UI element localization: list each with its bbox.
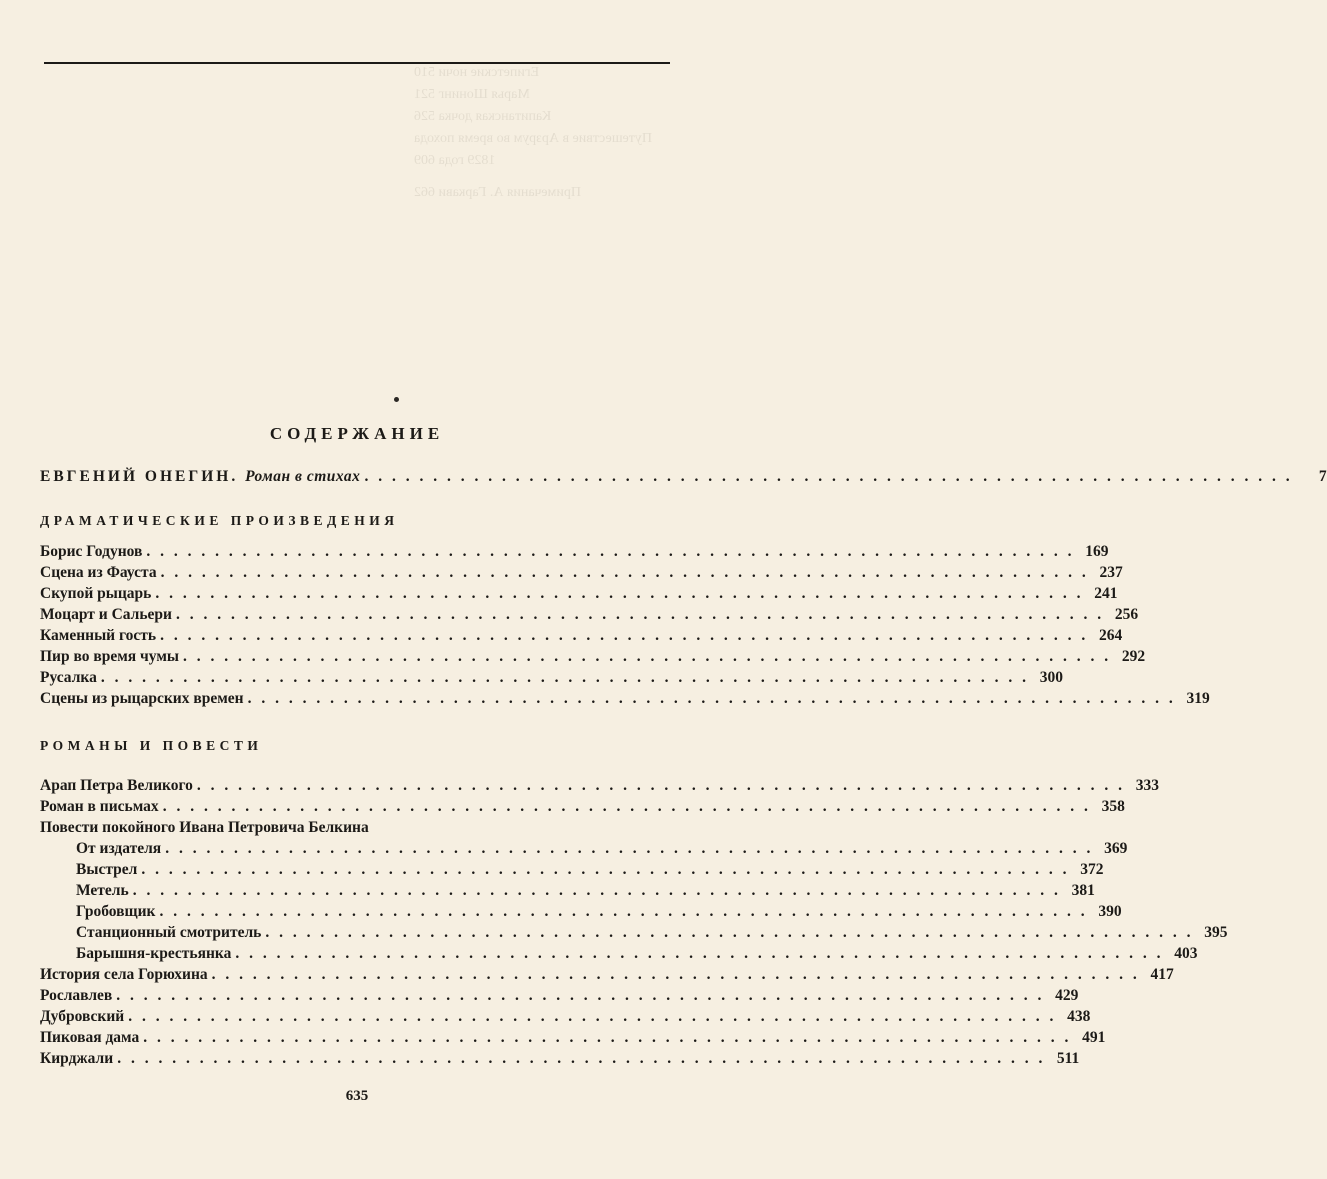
entry-title: Станционный смотритель [76, 924, 262, 941]
entry-page: 395 [1204, 924, 1228, 941]
entry-page: 381 [1071, 882, 1095, 899]
toc-entry[interactable] [40, 606, 1139, 626]
toc-entry[interactable] [40, 966, 1174, 986]
toc-subentry[interactable] [76, 882, 1095, 902]
entry-page: 264 [1098, 627, 1123, 644]
entry-title: Пир во время чумы [40, 648, 180, 665]
entry-title: История села Горюхина [40, 966, 208, 983]
entry-page: 417 [1150, 966, 1174, 983]
leader-dots: . . . . . . . . . . . . . . . . . . . . . . . . . . . . . . . . . . . . . . . . . . . . . . . . . . . . . . . . . . . . . . . . . . . . [159, 903, 1088, 920]
toc-entry[interactable] [40, 627, 1123, 647]
leader-dots: . . . . . . . . . . . . . . . . . . . . . . . . . . . . . . . . . . . . . . . . . . . . . . . . . . . . . . . . . . . . . . . . . . . . [247, 690, 1176, 707]
leader-dots: . . . . . . . . . . . . . . . . . . . . . . . . . . . . . . . . . . . . . . . . . . . . . . . . . . . . . . . . . . . . . . . . . . . . [211, 966, 1140, 983]
bleed-line: Путешествие в Арзрум во время похода 1829 года 609 [414, 131, 653, 168]
entry-title: Моцарт и Сальери [40, 606, 172, 623]
leader-dots: . . . . . . . . . . . . . . . . . . . . . . . . . . . . . . . . . . . . . . . . . . . . . . . . . . . . . . . . . . . . . . . . . . . . [175, 606, 1105, 623]
toc-subentry[interactable] [76, 903, 1122, 923]
entry-title: Дубровский [40, 1008, 125, 1025]
leader-dots: . . . . . . . . . . . . . . . . . . . . . . . . . . . . . . . . . . . . . . . . . . . . . . . . . . . . . . . . . . . . . . . . . . . . [143, 1029, 1072, 1046]
entry-title: Рославлев [40, 987, 113, 1004]
toc-subentry[interactable] [76, 861, 1104, 881]
entry-title: Гробовщик [76, 903, 156, 920]
bleed-line: Марья Шонинг 521 [414, 87, 530, 102]
leader-dots: . . . . . . . . . . . . . . . . . . . . . . . . . . . . . . . . . . . . . . . . . . . . . . . . . . . . . . . . . . . . . . . . . . . . [116, 987, 1045, 1004]
toc-entry[interactable] [40, 690, 1210, 710]
leader-dots: . . . . . . . . . . . . . . . . . . . . . . . . . . . . . . . . . . . . . . . . . . . . . . . . . . . . . . . . . . . . . . . . . . . . [132, 882, 1061, 899]
entry-page: 491 [1082, 1029, 1106, 1046]
entry-title: Пиковая дама [40, 1029, 140, 1046]
bleed-line: Египетские ночи 510 [414, 65, 540, 80]
leader-dots: . . . . . . . . . . . . . . . . . . . . . . . . . . . . . . . . . . . . . . . . . . . . . . . . . . . . . . . . . . . . . . . . . . . . [155, 585, 1084, 602]
toc-entry[interactable] [40, 669, 1063, 689]
toc-entry-onegin[interactable] [40, 468, 1327, 488]
entry-page: 300 [1039, 669, 1063, 686]
toc-entry[interactable] [40, 564, 1123, 584]
leader-dots: . . . . . . . . . . . . . . . . . . . . . . . . . . . . . . . . . . . . . . . . . . . . . . . . . . . . . . . . . . . . . . . . . . . . [265, 924, 1194, 941]
entry-title: Роман в письмах [40, 798, 159, 815]
entry-title: Сцены из рыцарских времен [40, 690, 244, 707]
toc-subentry[interactable] [76, 840, 1128, 860]
leader-dots: . . . . . . . . . . . . . . . . . . . . . . . . . . . . . . . . . . . . . . . . . . . . . . . . . . . . . . . . . . . . . . . . . . . . [141, 861, 1070, 878]
page-title: СОДЕРЖАНИЕ [269, 424, 445, 443]
entry-title: Повести покойного Ивана Петровича Белкина [40, 819, 369, 836]
bullet-mark [394, 397, 399, 402]
entry-title: Скупой рыцарь [40, 585, 152, 602]
entry-page: 390 [1098, 903, 1122, 920]
entry-page: 237 [1099, 564, 1123, 581]
leader-dots: . . . . . . . . . . . . . . . . . . . . . . . . . . . . . . . . . . . . . . . . . . . . . . . . . . . . . . . . . . . . . . . . . . . . [100, 669, 1029, 686]
entry-page: 169 [1085, 543, 1109, 560]
leader-dots: . . . . . . . . . . . . . . . . . . . . . . . . . . . . . . . . . . . . . . . . . . . . . . . . . . . . . . . . . . . . . . . . . . . . [128, 1008, 1057, 1025]
toc-entry[interactable] [40, 648, 1146, 668]
toc-entry[interactable] [40, 1008, 1091, 1028]
bleed-through-text [414, 62, 674, 204]
entry-page: 403 [1174, 945, 1198, 962]
entry-page: 429 [1055, 987, 1079, 1004]
leader-dots: . . . . . . . . . . . . . . . . . . . . . . . . . . . . . . . . . . . . . . . . . . . . . . . . . . . . . . . . . . . . . . . . . . . . [235, 945, 1164, 962]
entry-page: 256 [1114, 606, 1139, 623]
leader-dots: . . . . . . . . . . . . . . . . . . . . . . . . . . . . . . . . . . . . . . . . . . . . . . . . . . . . . . . . . . . . . . . . . . . . [117, 1050, 1046, 1067]
leader-dots: . . . . . . . . . . . . . . . . . . . . . . . . . . . . . . . . . . . . . . . . . . . . . . . . . . . . . . . . . . . . . . . . . . . . [160, 627, 1089, 644]
toc-entry[interactable] [40, 585, 1118, 605]
entry-page: 7 [1318, 468, 1327, 485]
page-number: 635 [345, 1088, 369, 1104]
section-heading: ДРАМАТИЧЕСКИЕ ПРОИЗВЕДЕНИЯ [40, 513, 399, 528]
leader-dots: . . . . . . . . . . . . . . . . . . . . . . . . . . . . . . . . . . . . . . . . . . . . . . . . . . . . . . . . . . . . . . . . . . . . [165, 840, 1094, 857]
leader-dots: . . . . . . . . . . . . . . . . . . . . . . . . . . . . . . . . . . . . . . . . . . . . . . . . . . . . . . . . . . . . . . . . . . . . [364, 468, 1293, 485]
entry-title: Русалка [40, 669, 97, 686]
section-heading: РОМАНЫ И ПОВЕСТИ [40, 738, 263, 753]
toc-entry[interactable] [40, 543, 1109, 563]
entry-title: Кирджали [40, 1050, 114, 1067]
leader-dots: . . . . . . . . . . . . . . . . . . . . . . . . . . . . . . . . . . . . . . . . . . . . . . . . . . . . . . . . . . . . . . . . . . . . [146, 543, 1075, 560]
entry-title: Сцена из Фауста [40, 564, 157, 581]
entry-title: Метель [76, 882, 129, 899]
toc-subentry[interactable] [76, 924, 1228, 944]
entry-title: Борис Годунов [40, 543, 143, 560]
entry-title: Выстрел [76, 861, 138, 878]
entry-title: ЕВГЕНИЙ ОНЕГИН. Роман в стихах [40, 468, 361, 485]
toc-subentry[interactable] [76, 945, 1198, 965]
bleed-line: Капитанская дочка 526 [414, 109, 552, 124]
toc-entry[interactable] [40, 1029, 1106, 1049]
entry-page: 319 [1186, 690, 1210, 707]
leader-dots: . . . . . . . . . . . . . . . . . . . . . . . . . . . . . . . . . . . . . . . . . . . . . . . . . . . . . . . . . . . . . . . . . . . . [162, 798, 1091, 815]
toc-entry[interactable] [40, 987, 1079, 1007]
entry-title: Барышня-крестьянка [76, 945, 232, 962]
toc-entry[interactable] [40, 798, 1125, 818]
entry-title: Арап Петра Великого [40, 777, 193, 794]
entry-page: 372 [1080, 861, 1104, 878]
leader-dots: . . . . . . . . . . . . . . . . . . . . . . . . . . . . . . . . . . . . . . . . . . . . . . . . . . . . . . . . . . . . . . . . . . . . [196, 777, 1125, 794]
leader-dots: . . . . . . . . . . . . . . . . . . . . . . . . . . . . . . . . . . . . . . . . . . . . . . . . . . . . . . . . . . . . . . . . . . . . [183, 648, 1112, 665]
entry-page: 241 [1094, 585, 1118, 602]
entry-page: 511 [1056, 1050, 1080, 1067]
bleed-line: Примечания А. Гаркави 662 [414, 185, 581, 200]
entry-page: 333 [1135, 777, 1159, 794]
entry-page: 292 [1121, 648, 1146, 665]
entry-page: 369 [1104, 840, 1128, 857]
entry-page: 438 [1067, 1008, 1091, 1025]
leader-dots: . . . . . . . . . . . . . . . . . . . . . . . . . . . . . . . . . . . . . . . . . . . . . . . . . . . . . . . . . . . . . . . . . . . . [160, 564, 1089, 581]
entry-title: От издателя [76, 840, 162, 857]
toc-entry[interactable] [40, 1050, 1080, 1070]
toc-entry-group[interactable] [40, 819, 676, 839]
entry-title: Каменный гость [40, 627, 157, 644]
toc-entry[interactable] [40, 777, 1159, 797]
entry-page: 358 [1101, 798, 1125, 815]
